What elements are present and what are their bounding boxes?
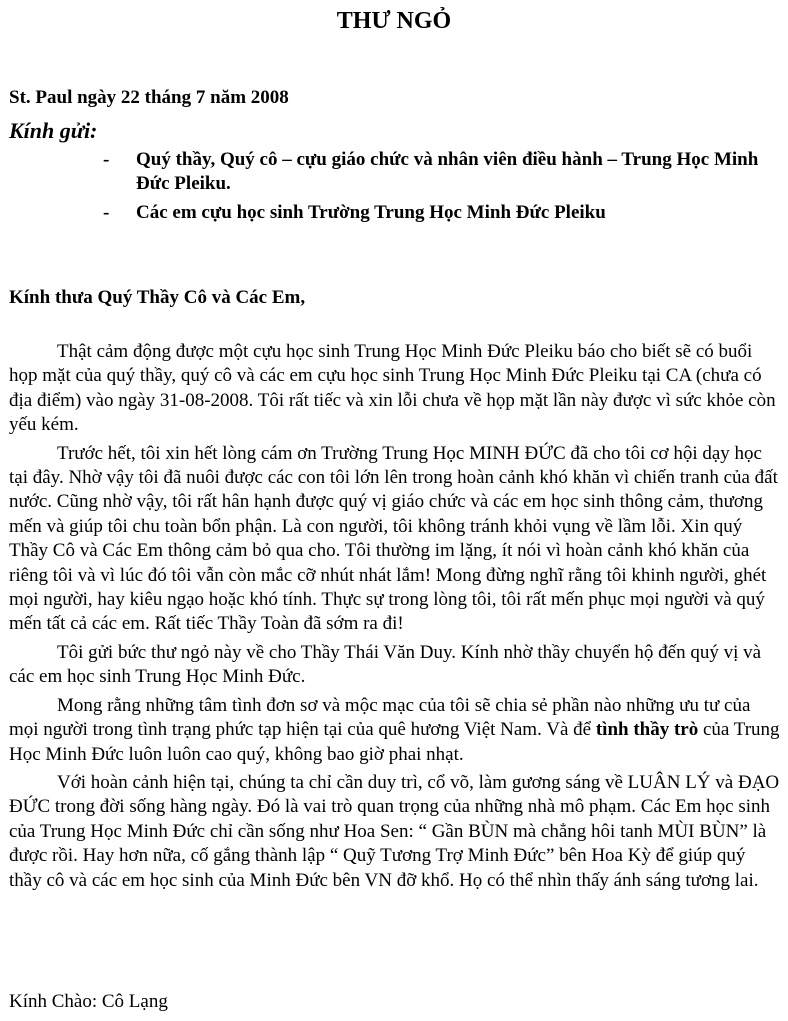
recipient-list [100, 148, 770, 230]
recipient-item [100, 201, 770, 225]
paragraph-4-emphasis: tình thầy trò [595, 719, 699, 741]
paragraph-2: Trước hết, tôi xin hết lòng cám ơn Trường Trung Học MINH ĐỨC đã cho tôi cơ hội dạy học tại đây. Nhờ vậy tôi đã nuôi được các con tôi lớn lên trong hoàn cảnh khó khăn vì chiến tranh của đất nước. Cũng nhờ vậy, tôi rất hân hạnh được quý vị giáo chức và các em học sinh thông cảm, thương mến và giúp tôi chu toàn bổn phận. Là con người, tôi không tránh khỏi vụng về lầm lỗi. Xin quý Thầy Cô và Các Em thông cảm bỏ qua cho. Tôi thường im lặng, ít nói vì hoàn cảnh khó khăn của riêng tôi và vì lúc đó tôi vẫn còn mắc cỡ nhút nhát lắm! Mong đừng nghĩ rằng tôi khinh người, ghét mọi người, hay kiêu ngạo hoặc khó tính. Thực sự trong lòng tôi, tôi rất mến phục mọi người và quý mến tất cả các em. Rất tiếc Thầy Toàn đã sớm ra đi! [9, 442, 778, 635]
paragraph-1: Thật cảm động được một cựu học sinh Trung Học Minh Đức Pleiku báo cho biết sẽ có buổi họp mặt của quý thầy, quý cô và các em cựu học sinh Trung Học Minh Đức Pleiku tại CA (chưa có địa điểm) vào ngày 31-08-2008. Tôi rất tiếc và xin lỗi chưa về họp mặt lần này được vì sức khỏe còn yếu kém. [9, 341, 776, 436]
closing-signature: Kính Chào: Cô Lạng [9, 991, 168, 1012]
paragraph-4-text: Mong rằng những tâm tình đơn sơ và mộc mạc của tôi sẽ chia sẻ phần nào những ưu tư của mọi người trong tình trạng phức tạp hiện tại của quê hương Việt Nam. Và để [9, 694, 751, 741]
recipient-text: Các em cựu học sinh Trường Trung Học Minh Đức Pleiku [136, 202, 606, 223]
recipient-item [100, 148, 770, 196]
paragraph-4-text-end: của Trung Học Minh Đức luôn luôn cao quý, không bao giờ phai nhạt. [9, 719, 780, 765]
date-line: St. Paul ngày 22 tháng 7 năm 2008 [9, 87, 289, 108]
letter-title: THƯ NGỎ [336, 8, 452, 34]
paragraph-3: Tôi gửi bức thư ngỏ này về cho Thầy Thái Văn Duy. Kính nhờ thầy chuyển hộ đến quý vị và các em học sinh Trung Học Minh Đức. [9, 641, 762, 688]
recipients-heading: Kính gửi: [9, 118, 98, 143]
paragraph-4 [9, 694, 781, 767]
recipient-text: Quý thầy, Quý cô – cựu giáo chức và nhân viên điều hành – Trung Học Minh Đức Pleiku. [136, 149, 759, 194]
salutation: Kính thưa Quý Thầy Cô và Các Em, [9, 287, 306, 308]
recipient-marker: - [103, 149, 110, 170]
paragraph-5: Với hoàn cảnh hiện tại, chúng ta chỉ cần duy trì, cổ võ, làm gương sáng về LUÂN LÝ và ĐẠO ĐỨC trong đời sống hàng ngày. Đó là vai trò quan trọng của những nhà mô phạm. Các Em học sinh của Trung Học Minh Đức chỉ cần sống như Hoa Sen: “ Gần BÙN mà chẳng hôi tanh MÙI BÙN” là được rồi. Hay hơn nữa, cố gắng thành lập “ Quỹ Tương Trợ Minh Đức” bên Hoa Kỳ để giúp quý thầy cô và các em học sinh của Minh Đức bên VN đỡ khổ. Họ có thể nhìn thấy ánh sáng tương lai. [9, 771, 780, 891]
recipient-marker: - [103, 202, 110, 223]
letter-body [9, 340, 781, 897]
